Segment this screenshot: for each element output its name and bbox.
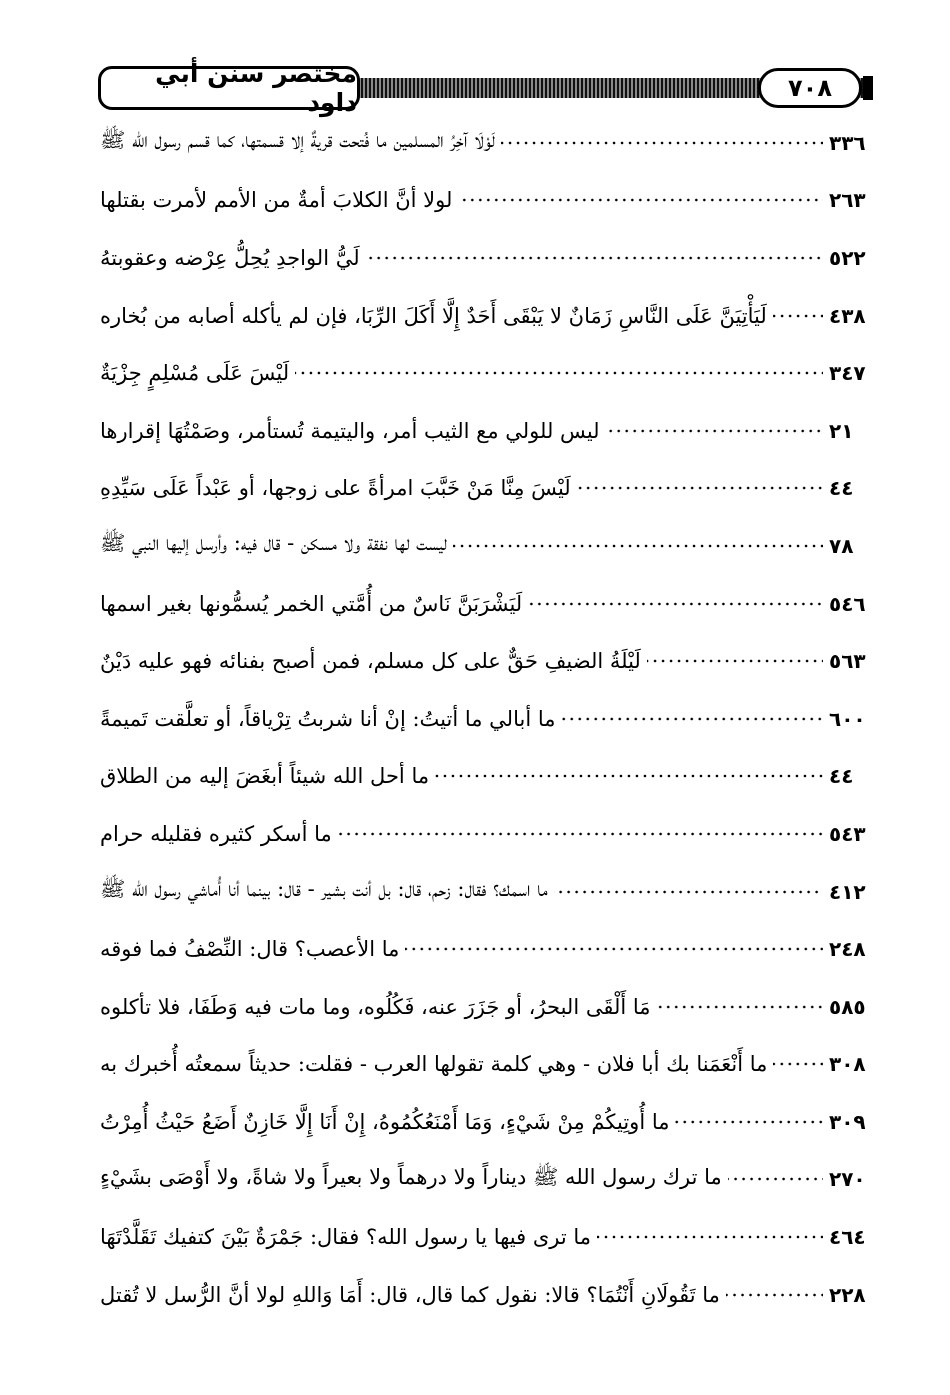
dot-leader [647, 659, 823, 663]
entry-page-number: ٢٧٠ [829, 1167, 866, 1192]
dot-leader [606, 429, 823, 433]
index-entry [100, 978, 881, 1036]
entry-page-number: ٥٤٣ [829, 821, 866, 846]
entry-page-number: ٤١٢ [829, 879, 866, 904]
dot-leader [561, 717, 823, 721]
entry-text: ما أحل الله شيئاً أبغَضَ إليه من الطلاق [100, 764, 430, 789]
index-entry [100, 632, 881, 690]
entry-page-number: ٦٠٠ [829, 706, 866, 731]
book-title: مختصر سنن أبي داود [98, 66, 360, 110]
entry-text: ما ترى فيها يا رسول الله؟ فقال: جَمْرَةٌ بَيْنَ كتفيك تَقَلَّدْتَهَا [100, 1225, 592, 1250]
dot-leader [773, 1062, 823, 1066]
index-entry [100, 1036, 881, 1094]
entry-page-number: ٤٣٨ [829, 303, 866, 328]
index-entry [100, 805, 881, 863]
entry-text: ما تَقُولَانِ أَنْتُمَا؟ قالا: نقول كما قال، قال: أَمَا وَاللهِ لولا أنَّ الرُّسل لا تُقتل [100, 1282, 720, 1307]
index-entry [100, 690, 881, 748]
index-entry [100, 517, 881, 575]
dot-leader [435, 774, 823, 778]
dot-leader [597, 1235, 823, 1239]
hadith-index-list [100, 114, 881, 1323]
entry-page-number: ٣٠٩ [829, 1109, 866, 1134]
entry-page-number: ٤٤ [829, 764, 854, 789]
entry-text: لَيْسَ عَلَى مُسْلِمٍ جِزْيَةٌ [100, 361, 290, 386]
index-entry [100, 575, 881, 633]
entry-text: ليس للولي مع الثيب أمر، واليتيمة تُستأمر، وصَمْتُهَا إقرارها [100, 418, 600, 443]
entry-page-number: ٥٢٢ [829, 245, 866, 270]
page-number: ٧٠٨ [758, 68, 862, 108]
entry-text: لَيُّ الواجدِ يُحِلُّ عِرْضه وعقوبتهُ [100, 245, 360, 270]
entry-text: ما أَنْعَمَنا بك أبا فلان - وهي كلمة تقولها العرب - فقلت: حديثاً سمعتُه أُخبرك به [100, 1052, 768, 1077]
dot-leader [773, 314, 823, 318]
page-header [98, 59, 873, 117]
entry-text: لولا أنَّ الكلابَ أمةٌ من الأمم لأمرت بقتلها [100, 188, 453, 213]
header-bar-end [863, 76, 873, 100]
dot-leader [577, 486, 823, 490]
dot-leader [453, 544, 823, 548]
entry-text: ليست لها نفقة ولا مسكن - قال فيه: وأرسل إليها النبي ﷺ [100, 531, 447, 556]
index-entry [100, 1266, 881, 1324]
dot-leader [366, 256, 823, 260]
index-entry [100, 229, 881, 287]
index-entry [100, 402, 881, 460]
entry-text: لَيَأْتِيَنَّ عَلَى النَّاسِ زَمَانٌ لا يَبْقَى أَحَدٌ إِلَّا أَكَلَ الرِّبَا، فإن لم يأكله أصابه من بُخاره [100, 303, 767, 328]
index-entry [100, 287, 881, 345]
entry-text: لَيْلَةُ الضيفِ حَقٌّ على كل مسلم، فمن أصبح بفنائه فهو عليه دَيْنٌ [100, 649, 641, 674]
entry-text: ما أبالي ما أتيتُ: إنْ أنا شربتُ تِرْياقاً، أو تعلَّقت تَميمةً [100, 706, 556, 731]
dot-leader [657, 1005, 823, 1009]
dot-leader [458, 198, 823, 202]
index-entry [100, 920, 881, 978]
index-entry [100, 344, 881, 402]
entry-text: لَيْسَ مِنَّا مَنْ خَبَّبَ امرأةً على زوجها، أو عَبْداً عَلَى سَيِّدِهِ [100, 476, 571, 501]
entry-text: مَا أَلْقَى البحرُ، أو جَزَرَ عنه، فَكُلُوه، وما مات فيه وَطَفَا، فلا تأكلوه [100, 994, 651, 1019]
entry-page-number: ٧٨ [829, 533, 854, 558]
entry-page-number: ٤٤ [829, 476, 854, 501]
entry-page-number: ٤٦٤ [829, 1225, 866, 1250]
index-entry [100, 863, 881, 921]
dot-leader [501, 141, 823, 145]
entry-page-number: ٢٢٨ [829, 1282, 866, 1307]
entry-page-number: ٢٦٣ [829, 188, 866, 213]
entry-page-number: ٣٠٨ [829, 1052, 866, 1077]
dot-leader [528, 602, 823, 606]
entry-page-number: ٢١ [829, 418, 854, 443]
index-entry [100, 748, 881, 806]
dot-leader [338, 832, 823, 836]
entry-text: لَوْلَا آخِرُ المسلمين ما فُتحت قريةٌ إلا قسمتها، كما قسم رسول الله ﷺ [100, 128, 495, 153]
entry-text: ما الأعصب؟ قال: النِّصْفُ فما فوقه [100, 937, 400, 962]
index-entry [100, 114, 881, 172]
dot-leader [675, 1120, 823, 1124]
dot-leader [726, 1293, 823, 1297]
entry-text: ما ترك رسول الله ﷺ ديناراً ولا درهماً ولا بعيراً ولا شاةً، ولا أَوْصَى بشَيْءٍ [100, 1164, 722, 1189]
entry-page-number: ٢٤٨ [829, 937, 866, 962]
entry-text: ما أُوتِيكُمْ مِنْ شَيْءٍ، وَمَا أَمْنَعُكُمُوهُ، إِنْ أَنَا إِلَّا خَازِنٌ أَضَعُ حَيْثُ أُمِرْتُ [100, 1109, 670, 1134]
entry-page-number: ٣٤٧ [829, 361, 866, 386]
entry-page-number: ٥٦٣ [829, 649, 866, 674]
entry-page-number: ٥٤٦ [829, 591, 866, 616]
index-entry [100, 1093, 881, 1151]
entry-page-number: ٥٨٥ [829, 994, 866, 1019]
entry-text: ما اسمك؟ فقال: زحم، قال: بل أنت بشير - قال: بينما أنا أُماشي رسول الله ﷺ [100, 877, 548, 902]
index-entry [100, 1151, 881, 1209]
dot-leader [295, 371, 823, 375]
dot-leader [405, 947, 823, 951]
dot-leader [728, 1177, 823, 1181]
entry-text: لَيَشْرَبَنَّ نَاسٌ من أُمَّتي الخمر يُسمُّونها بغير اسمها [100, 591, 523, 616]
dot-leader [554, 890, 823, 894]
index-entry [100, 172, 881, 230]
index-entry [100, 1208, 881, 1266]
entry-text: ما أسكر كثيره فقليله حرام [100, 821, 332, 846]
entry-page-number: ٣٣٦ [829, 130, 866, 155]
index-entry [100, 460, 881, 518]
